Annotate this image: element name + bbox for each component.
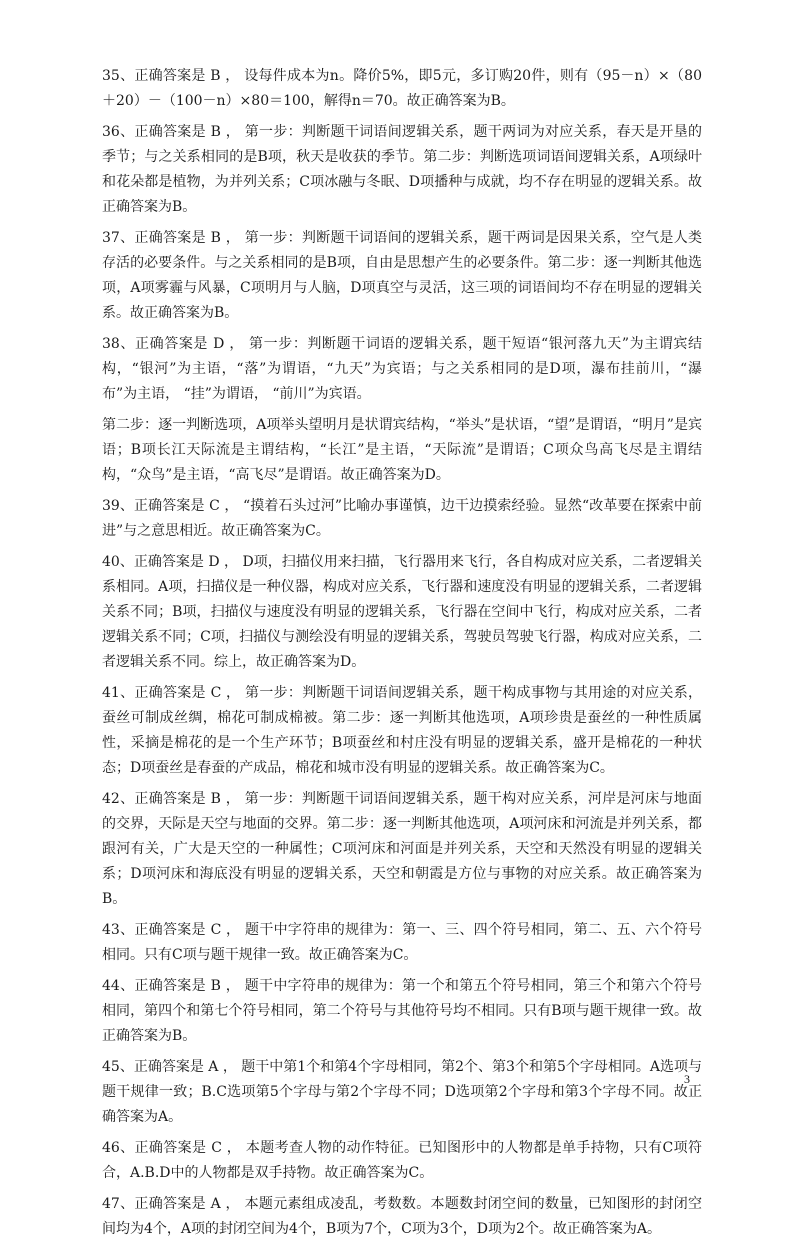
answer-38: 38、正确答案是 D ， 第一步：判断题干词语的逻辑关系，题干短语“银河落九天”为主谓宾结构，“银河”为主语，“落”为谓语，“九天”为宾语；与之关系相同的是D项，瀑布挂前川，“瀑布”为主语， “挂”为谓语， “前川”为宾语。 <box>102 336 702 402</box>
answer-36: 36、正确答案是 B ， 第一步：判断题干词语间逻辑关系，题干两词为对应关系，春天是开垦的季节；与之关系相同的是B项，秋天是收获的季节。第二步：判断选项词语间逻辑关系，A项绿叶和花朵都是植物，为并列关系；C项冰融与冬眠、D项播种与成就，均不存在明显的逻辑关系。故正确答案为B。 <box>102 124 702 215</box>
page-number: 3 <box>684 1072 690 1086</box>
answer-47: 47、正确答案是 A ， 本题元素组成凌乱，考数数。本题数封闭空间的数量，已知图形的封闭空间均为4个，A项的封闭空间为4个，B项为7个，C项为3个，D项为2个。故正确答案为A。 <box>102 1196 702 1237</box>
answer-41: 41、正确答案是 C ， 第一步：判断题干词语间逻辑关系，题干构成事物与其用途的对应关系，蚕丝可制成丝绸，棉花可制成棉被。第二步：逐一判断其他选项，A项珍贵是蚕丝的一种性质属性，采摘是棉花的是一个生产环节；B项蚕丝和村庄没有明显的逻辑关系，盛开是棉花的一种状态；D项蚕丝是春蚕的产成品，棉花和城市没有明显的逻辑关系。故正确答案为C。 <box>102 685 702 776</box>
answer-44: 44、正确答案是 B ， 题干中字符串的规律为：第一个和第五个符号相同，第三个和第六个符号相同，第四个和第七个符号相同，第二个符号与其他符号均不相同。只有B项与题干规律一致。故正确答案为B。 <box>102 978 702 1044</box>
answer-content <box>102 64 702 1248</box>
answer-37: 37、正确答案是 B ， 第一步：判断题干词语间的逻辑关系，题干两词是因果关系，空气是人类存活的必要条件。与之关系相同的是B项，自由是思想产生的必要条件。第二步：逐一判断其他选项，A项雾霾与风暴，C项明月与人脑，D项真空与灵活，这三项的词语间均不存在明显的逻辑关系。故正确答案为B。 <box>102 230 702 321</box>
answer-39: 39、正确答案是 C ， “摸着石头过河”比喻办事谨慎，边干边摸索经验。显然“改革要在探索中前进”与之意思相近。故正确答案为C。 <box>102 498 702 539</box>
answer-35: 35、正确答案是 B ， 设每件成本为n。降价5%，即5元，多订购20件，则有（95－n）×（80＋20）－（100－n）×80＝100，解得n＝70。故正确答案为B。 <box>102 68 702 109</box>
answer-38-step2: 第二步：逐一判断选项，A项举头望明月是状谓宾结构，“举头”是状语，“望”是谓语，“明月”是宾语；B项长江天际流是主谓结构，“长江”是主语，“天际流”是谓语；C项众鸟高飞尽是主谓结构，“众鸟”是主语，“高飞尽”是谓语。故正确答案为D。 <box>102 417 702 483</box>
answer-46: 46、正确答案是 C ， 本题考查人物的动作特征。已知图形中的人物都是单手持物，只有C项符合，A.B.D中的人物都是双手持物。故正确答案为C。 <box>102 1140 702 1181</box>
answer-45: 45、正确答案是 A ， 题干中第1个和第4个字母相同，第2个、第3个和第5个字母相同。A选项与题干规律一致；B.C选项第5个字母与第2个字母不同；D选项第2个字母和第3个字母不同。故正确答案为A。 <box>102 1059 702 1125</box>
answer-40: 40、正确答案是 D ， D项，扫描仪用来扫描，飞行器用来飞行，各自构成对应关系，二者逻辑关系相同。A项，扫描仪是一种仪器，构成对应关系，飞行器和速度没有明显的逻辑关系，二者逻辑关系不同；B项，扫描仪与速度没有明显的逻辑关系，飞行器在空间中飞行，构成对应关系，二者逻辑关系不同；C项，扫描仪与测绘没有明显的逻辑关系，驾驶员驾驶飞行器，构成对应关系，二者逻辑关系不同。综上，故正确答案为D。 <box>102 554 702 670</box>
answer-42: 42、正确答案是 B ， 第一步：判断题干词语间逻辑关系，题干构对应关系，河岸是河床与地面的交界，天际是天空与地面的交界。第二步：逐一判断其他选项，A项河床和河流是并列关系，都跟河有关，广大是天空的一种属性；C项河床和河面是并列关系，天空和天然没有明显的逻辑关系；D项河床和海底没有明显的逻辑关系，天空和朝霞是方位与事物的对应关系。故正确答案为B。 <box>102 791 702 907</box>
answer-43: 43、正确答案是 C ， 题干中字符串的规律为：第一、三、四个符号相同，第二、五、六个符号相同。只有C项与题干规律一致。故正确答案为C。 <box>102 922 702 963</box>
